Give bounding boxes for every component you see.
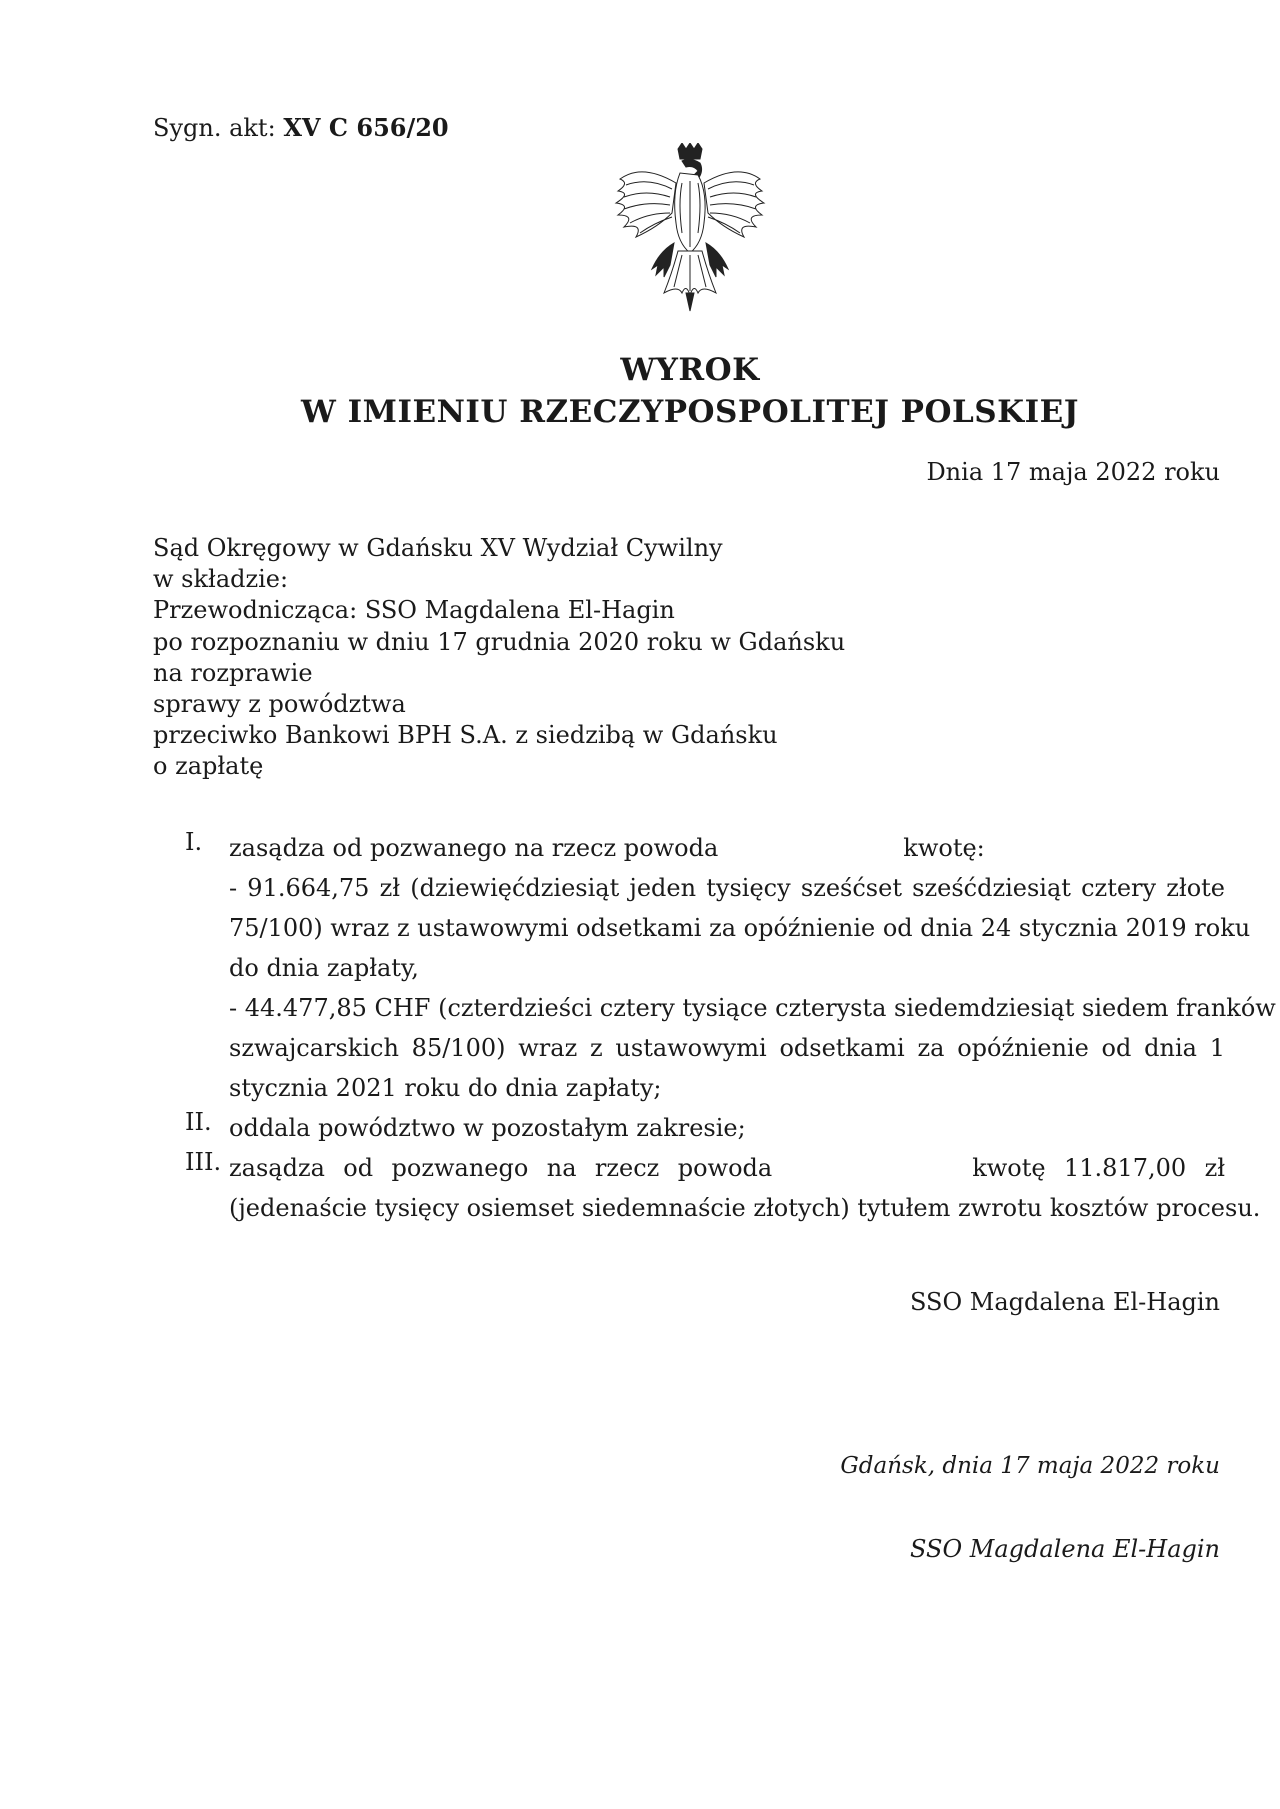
court-line: o zapłatę bbox=[153, 752, 264, 781]
point-text-start: zasądza od pozwanego na rzecz powoda bbox=[229, 1154, 773, 1182]
court-line: Sąd Okręgowy w Gdańsku XV Wydział Cywilny bbox=[153, 534, 723, 562]
sub-item-line: - 91.664,75 zł (dziewięćdziesiąt jeden tysięcy sześćset sześćdziesiąt cztery złote bbox=[229, 874, 1225, 902]
document-subtitle: W IMIENIU RZECZYPOSPOLITEJ POLSKIEJ bbox=[301, 394, 1079, 430]
sub-item-line: 75/100) wraz z ustawowymi odsetkami za opóźnienie od dnia 24 stycznia 2019 roku bbox=[229, 914, 1251, 942]
point-text-start: zasądza od pozwanego na rzecz powoda bbox=[229, 834, 719, 862]
court-composition bbox=[153, 533, 845, 783]
judge-signature-italic: SSO Magdalena El-Hagin bbox=[910, 1535, 1220, 1563]
sub-item-line: (jedenaście tysięcy osiemset siedemnaście złotych) tytułem zwrotu kosztów procesu. bbox=[229, 1194, 1261, 1222]
verdict-section bbox=[185, 828, 1276, 1228]
verdict-point-2 bbox=[185, 1108, 1225, 1148]
court-line: na rozprawie bbox=[153, 658, 313, 687]
verdict-point-3 bbox=[185, 1148, 1225, 1188]
sub-item-line: szwajcarskich 85/100) wraz z ustawowymi odsetkami za opóźnienie od dnia 1 bbox=[229, 1034, 1225, 1062]
judge-signature: SSO Magdalena El-Hagin bbox=[910, 1288, 1220, 1316]
case-signature bbox=[153, 113, 449, 142]
court-line: sprawy z powództwa bbox=[153, 690, 406, 719]
point-text bbox=[229, 828, 1225, 868]
point-number: II. bbox=[185, 1108, 212, 1136]
polish-eagle-emblem bbox=[612, 143, 767, 313]
point-text-end: kwotę: bbox=[903, 834, 985, 862]
sub-item-line: do dnia zapłaty, bbox=[229, 954, 419, 982]
point-number: I. bbox=[185, 828, 203, 856]
court-line: Przewodnicząca: SSO Magdalena El-Hagin bbox=[153, 596, 675, 625]
place-and-date: Gdańsk, dnia 17 maja 2022 roku bbox=[840, 1453, 1220, 1479]
document-title: WYROK bbox=[620, 352, 760, 388]
point-text bbox=[229, 1148, 1225, 1188]
sub-item-line: - 44.477,85 CHF (czterdzieści cztery tysiące czterysta siedemdziesiąt siedem franków bbox=[229, 994, 1276, 1022]
court-line: w składzie: bbox=[153, 565, 289, 594]
case-number: XV C 656/20 bbox=[283, 113, 449, 142]
point-text: oddala powództwo w pozostałym zakresie; bbox=[229, 1114, 746, 1142]
case-signature-label: Sygn. akt: bbox=[153, 114, 276, 142]
court-line: przeciwko Bankowi BPH S.A. z siedzibą w Gdańsku bbox=[153, 721, 778, 750]
judgment-date: Dnia 17 maja 2022 roku bbox=[926, 458, 1220, 486]
court-line: po rozpoznaniu w dniu 17 grudnia 2020 roku w Gdańsku bbox=[153, 627, 846, 656]
point-number: III. bbox=[185, 1148, 222, 1176]
verdict-point-1 bbox=[185, 828, 1225, 868]
point-text-end: kwotę 11.817,00 zł bbox=[972, 1154, 1226, 1182]
sub-item-line: stycznia 2021 roku do dnia zapłaty; bbox=[229, 1074, 662, 1102]
